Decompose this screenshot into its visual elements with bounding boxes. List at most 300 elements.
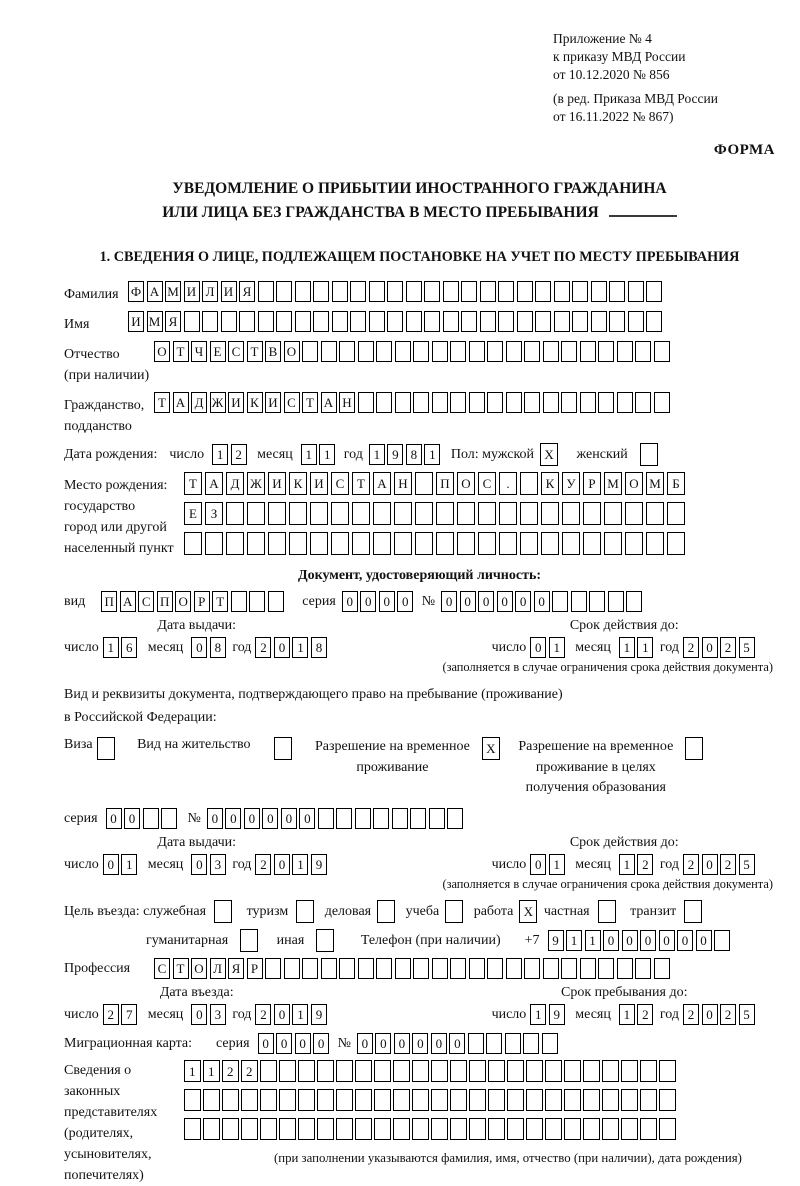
char-cell[interactable]: 0 (295, 1033, 311, 1054)
char-cell[interactable]: 0 (225, 808, 241, 829)
char-cell[interactable] (249, 591, 265, 612)
char-cell[interactable]: 1 (530, 1004, 546, 1025)
char-cell[interactable] (562, 532, 580, 555)
char-cell[interactable]: 0 (478, 591, 494, 612)
temp-residence-checkbox[interactable] (482, 737, 503, 760)
char-cell[interactable] (97, 737, 115, 760)
migration-series-input[interactable] (258, 1033, 332, 1054)
char-cell[interactable] (520, 472, 538, 495)
char-cell[interactable] (635, 392, 651, 413)
char-cell[interactable]: 2 (637, 854, 653, 875)
char-cell[interactable]: П (436, 472, 454, 495)
char-cell[interactable] (214, 900, 232, 923)
char-cell[interactable] (640, 443, 658, 466)
char-cell[interactable] (226, 502, 244, 525)
char-cell[interactable] (542, 1033, 558, 1054)
char-cell[interactable]: 1 (369, 444, 385, 465)
char-cell[interactable] (203, 1118, 220, 1140)
char-cell[interactable]: Я (228, 958, 244, 979)
char-cell[interactable] (591, 281, 607, 302)
char-cell[interactable] (317, 1118, 334, 1140)
char-cell[interactable] (562, 502, 580, 525)
char-cell[interactable] (412, 1089, 429, 1111)
char-cell[interactable]: О (284, 341, 300, 362)
char-cell[interactable] (310, 532, 328, 555)
char-cell[interactable]: М (646, 472, 664, 495)
char-cell[interactable]: К (541, 472, 559, 495)
char-cell[interactable] (143, 808, 159, 829)
char-cell[interactable] (184, 1089, 201, 1111)
char-cell[interactable] (395, 341, 411, 362)
char-cell[interactable] (268, 532, 286, 555)
char-cell[interactable] (564, 1060, 581, 1082)
char-cell[interactable]: К (289, 472, 307, 495)
char-cell[interactable]: 6 (121, 637, 137, 658)
char-cell[interactable] (541, 502, 559, 525)
char-cell[interactable]: Д (191, 392, 207, 413)
char-cell[interactable]: 1 (301, 444, 317, 465)
char-cell[interactable] (276, 311, 292, 332)
char-cell[interactable] (355, 1089, 372, 1111)
char-cell[interactable] (561, 958, 577, 979)
char-cell[interactable]: X (540, 443, 558, 466)
char-cell[interactable]: 0 (640, 930, 656, 951)
id-issue-day-input[interactable] (103, 637, 140, 658)
char-cell[interactable] (431, 1118, 448, 1140)
char-cell[interactable]: 7 (121, 1004, 137, 1025)
char-cell[interactable] (507, 1060, 524, 1082)
char-cell[interactable]: 0 (375, 1033, 391, 1054)
char-cell[interactable]: О (154, 341, 170, 362)
char-cell[interactable] (487, 392, 503, 413)
char-cell[interactable]: 0 (191, 1004, 207, 1025)
char-cell[interactable]: 0 (460, 591, 476, 612)
birthplace-input-row3[interactable] (184, 532, 688, 555)
char-cell[interactable] (604, 532, 622, 555)
char-cell[interactable] (608, 591, 624, 612)
char-cell[interactable]: Е (184, 502, 202, 525)
char-cell[interactable]: 1 (585, 930, 601, 951)
char-cell[interactable] (535, 281, 551, 302)
char-cell[interactable] (580, 341, 596, 362)
char-cell[interactable]: П (157, 591, 173, 612)
char-cell[interactable] (313, 311, 329, 332)
char-cell[interactable] (625, 532, 643, 555)
char-cell[interactable] (336, 1060, 353, 1082)
char-cell[interactable]: Т (154, 392, 170, 413)
char-cell[interactable]: 0 (274, 854, 290, 875)
char-cell[interactable]: Ч (191, 341, 207, 362)
char-cell[interactable] (524, 958, 540, 979)
char-cell[interactable] (583, 532, 601, 555)
char-cell[interactable]: 9 (549, 1004, 565, 1025)
purpose-humanitarian-checkbox[interactable] (240, 929, 261, 952)
char-cell[interactable] (336, 808, 352, 829)
char-cell[interactable] (373, 532, 391, 555)
char-cell[interactable] (561, 392, 577, 413)
char-cell[interactable] (443, 311, 459, 332)
char-cell[interactable]: 0 (379, 591, 395, 612)
char-cell[interactable]: 0 (530, 854, 546, 875)
char-cell[interactable] (321, 341, 337, 362)
char-cell[interactable]: О (457, 472, 475, 495)
char-cell[interactable] (461, 311, 477, 332)
char-cell[interactable]: А (120, 591, 136, 612)
char-cell[interactable]: . (499, 472, 517, 495)
char-cell[interactable] (564, 1118, 581, 1140)
char-cell[interactable] (268, 591, 284, 612)
char-cell[interactable] (469, 392, 485, 413)
char-cell[interactable]: И (228, 392, 244, 413)
char-cell[interactable]: И (310, 472, 328, 495)
char-cell[interactable] (316, 929, 334, 952)
char-cell[interactable]: Р (583, 472, 601, 495)
char-cell[interactable] (543, 958, 559, 979)
char-cell[interactable] (268, 502, 286, 525)
char-cell[interactable] (621, 1118, 638, 1140)
char-cell[interactable] (635, 341, 651, 362)
char-cell[interactable]: 2 (103, 1004, 119, 1025)
char-cell[interactable] (450, 1060, 467, 1082)
char-cell[interactable]: К (247, 392, 263, 413)
char-cell[interactable] (447, 808, 463, 829)
char-cell[interactable] (331, 532, 349, 555)
char-cell[interactable] (583, 502, 601, 525)
char-cell[interactable] (486, 1033, 502, 1054)
char-cell[interactable] (498, 281, 514, 302)
char-cell[interactable]: 2 (231, 444, 247, 465)
char-cell[interactable] (480, 281, 496, 302)
char-cell[interactable]: 0 (449, 1033, 465, 1054)
char-cell[interactable] (604, 502, 622, 525)
char-cell[interactable] (302, 341, 318, 362)
char-cell[interactable] (184, 532, 202, 555)
char-cell[interactable] (413, 341, 429, 362)
char-cell[interactable] (499, 532, 517, 555)
entry-day-input[interactable] (103, 1004, 140, 1025)
char-cell[interactable] (298, 1118, 315, 1140)
char-cell[interactable]: Т (352, 472, 370, 495)
char-cell[interactable] (373, 808, 389, 829)
char-cell[interactable]: Н (394, 472, 412, 495)
char-cell[interactable]: 1 (184, 1060, 201, 1082)
char-cell[interactable] (289, 502, 307, 525)
char-cell[interactable] (295, 281, 311, 302)
char-cell[interactable] (640, 1118, 657, 1140)
char-cell[interactable] (432, 958, 448, 979)
char-cell[interactable]: 1 (292, 1004, 308, 1025)
char-cell[interactable]: В (265, 341, 281, 362)
char-cell[interactable] (598, 958, 614, 979)
permit-exp-month-input[interactable] (619, 854, 656, 875)
char-cell[interactable] (646, 502, 664, 525)
char-cell[interactable] (589, 591, 605, 612)
char-cell[interactable] (203, 1089, 220, 1111)
stay-day-input[interactable] (530, 1004, 567, 1025)
char-cell[interactable]: Ж (247, 472, 265, 495)
char-cell[interactable] (457, 532, 475, 555)
stay-month-input[interactable] (619, 1004, 656, 1025)
char-cell[interactable] (350, 311, 366, 332)
char-cell[interactable] (429, 808, 445, 829)
char-cell[interactable]: О (191, 958, 207, 979)
char-cell[interactable] (617, 341, 633, 362)
char-cell[interactable] (376, 392, 392, 413)
char-cell[interactable]: Т (302, 392, 318, 413)
char-cell[interactable] (443, 281, 459, 302)
char-cell[interactable]: 0 (274, 637, 290, 658)
char-cell[interactable]: Я (239, 281, 255, 302)
char-cell[interactable]: Ж (210, 392, 226, 413)
char-cell[interactable]: М (604, 472, 622, 495)
char-cell[interactable]: Т (173, 958, 189, 979)
char-cell[interactable]: 0 (360, 591, 376, 612)
char-cell[interactable]: Е (210, 341, 226, 362)
char-cell[interactable]: М (147, 311, 163, 332)
char-cell[interactable]: 2 (222, 1060, 239, 1082)
char-cell[interactable] (377, 900, 395, 923)
char-cell[interactable] (432, 341, 448, 362)
char-cell[interactable] (526, 1060, 543, 1082)
char-cell[interactable]: 0 (412, 1033, 428, 1054)
char-cell[interactable] (583, 1089, 600, 1111)
id-exp-day-input[interactable] (530, 637, 567, 658)
char-cell[interactable] (450, 958, 466, 979)
char-cell[interactable]: А (147, 281, 163, 302)
char-cell[interactable]: С (154, 958, 170, 979)
char-cell[interactable] (602, 1089, 619, 1111)
id-type-input[interactable] (101, 591, 286, 612)
char-cell[interactable] (469, 341, 485, 362)
char-cell[interactable] (450, 1089, 467, 1111)
char-cell[interactable] (298, 1089, 315, 1111)
char-cell[interactable]: 8 (311, 637, 327, 658)
char-cell[interactable] (415, 472, 433, 495)
char-cell[interactable]: О (625, 472, 643, 495)
char-cell[interactable]: 2 (255, 1004, 271, 1025)
char-cell[interactable] (524, 341, 540, 362)
char-cell[interactable]: 5 (739, 1004, 755, 1025)
birth-day-input[interactable] (212, 444, 249, 465)
char-cell[interactable] (393, 1118, 410, 1140)
char-cell[interactable]: 0 (191, 637, 207, 658)
char-cell[interactable]: 2 (720, 637, 736, 658)
char-cell[interactable]: 2 (637, 1004, 653, 1025)
char-cell[interactable]: И (268, 472, 286, 495)
char-cell[interactable] (635, 958, 651, 979)
char-cell[interactable] (358, 392, 374, 413)
char-cell[interactable]: А (321, 392, 337, 413)
char-cell[interactable] (640, 1060, 657, 1082)
char-cell[interactable] (413, 958, 429, 979)
char-cell[interactable] (247, 502, 265, 525)
char-cell[interactable] (358, 958, 374, 979)
id-issue-year-input[interactable] (255, 637, 329, 658)
char-cell[interactable] (506, 958, 522, 979)
char-cell[interactable]: П (101, 591, 117, 612)
char-cell[interactable]: А (173, 392, 189, 413)
char-cell[interactable] (432, 392, 448, 413)
char-cell[interactable] (350, 281, 366, 302)
char-cell[interactable] (284, 958, 300, 979)
char-cell[interactable] (591, 311, 607, 332)
char-cell[interactable] (431, 1089, 448, 1111)
char-cell[interactable] (374, 1118, 391, 1140)
char-cell[interactable] (654, 958, 670, 979)
name-input[interactable] (128, 311, 665, 332)
char-cell[interactable]: 0 (397, 591, 413, 612)
char-cell[interactable] (424, 281, 440, 302)
char-cell[interactable]: И (128, 311, 144, 332)
char-cell[interactable] (184, 1118, 201, 1140)
char-cell[interactable] (376, 341, 392, 362)
char-cell[interactable] (598, 900, 616, 923)
char-cell[interactable] (239, 311, 255, 332)
surname-input[interactable] (128, 281, 665, 302)
char-cell[interactable]: И (184, 281, 200, 302)
migration-number-input[interactable] (357, 1033, 561, 1054)
char-cell[interactable] (431, 1060, 448, 1082)
char-cell[interactable] (296, 900, 314, 923)
id-exp-month-input[interactable] (619, 637, 656, 658)
char-cell[interactable] (564, 1089, 581, 1111)
char-cell[interactable] (222, 1089, 239, 1111)
char-cell[interactable]: 2 (683, 637, 699, 658)
char-cell[interactable] (469, 958, 485, 979)
char-cell[interactable]: X (519, 900, 537, 923)
char-cell[interactable] (161, 808, 177, 829)
guardians-input-row1[interactable] (184, 1060, 742, 1082)
char-cell[interactable]: 0 (276, 1033, 292, 1054)
char-cell[interactable] (358, 341, 374, 362)
char-cell[interactable] (526, 1089, 543, 1111)
char-cell[interactable] (352, 532, 370, 555)
char-cell[interactable]: С (138, 591, 154, 612)
char-cell[interactable] (602, 1060, 619, 1082)
char-cell[interactable]: 0 (299, 808, 315, 829)
char-cell[interactable] (469, 1118, 486, 1140)
char-cell[interactable] (646, 311, 662, 332)
char-cell[interactable] (654, 341, 670, 362)
char-cell[interactable] (524, 392, 540, 413)
char-cell[interactable] (480, 311, 496, 332)
char-cell[interactable] (554, 281, 570, 302)
char-cell[interactable] (369, 281, 385, 302)
permit-issue-day-input[interactable] (103, 854, 140, 875)
char-cell[interactable] (598, 392, 614, 413)
char-cell[interactable]: 1 (566, 930, 582, 951)
char-cell[interactable]: 3 (210, 1004, 226, 1025)
purpose-work-checkbox[interactable] (519, 900, 540, 923)
purpose-private-checkbox[interactable] (598, 900, 619, 923)
char-cell[interactable] (260, 1089, 277, 1111)
char-cell[interactable] (415, 532, 433, 555)
char-cell[interactable] (617, 392, 633, 413)
char-cell[interactable] (392, 808, 408, 829)
char-cell[interactable] (331, 502, 349, 525)
char-cell[interactable] (628, 311, 644, 332)
char-cell[interactable] (317, 1060, 334, 1082)
char-cell[interactable]: 1 (637, 637, 653, 658)
guardians-input-row3[interactable] (184, 1118, 742, 1140)
birth-year-input[interactable] (369, 444, 443, 465)
char-cell[interactable] (279, 1118, 296, 1140)
char-cell[interactable] (332, 281, 348, 302)
char-cell[interactable]: 2 (255, 854, 271, 875)
char-cell[interactable] (478, 532, 496, 555)
char-cell[interactable] (507, 1118, 524, 1140)
char-cell[interactable] (231, 591, 247, 612)
char-cell[interactable] (621, 1089, 638, 1111)
sex-female-checkbox[interactable] (640, 443, 661, 466)
char-cell[interactable]: Я (165, 311, 181, 332)
char-cell[interactable] (505, 1033, 521, 1054)
char-cell[interactable] (628, 281, 644, 302)
char-cell[interactable] (274, 737, 292, 760)
char-cell[interactable]: 2 (683, 1004, 699, 1025)
char-cell[interactable] (413, 392, 429, 413)
char-cell[interactable] (436, 532, 454, 555)
char-cell[interactable] (520, 502, 538, 525)
char-cell[interactable] (445, 900, 463, 923)
char-cell[interactable] (260, 1118, 277, 1140)
purpose-official-checkbox[interactable] (214, 900, 235, 923)
char-cell[interactable] (468, 1033, 484, 1054)
char-cell[interactable] (415, 502, 433, 525)
char-cell[interactable] (499, 502, 517, 525)
char-cell[interactable]: 1 (619, 1004, 635, 1025)
citizenship-input[interactable] (154, 392, 672, 413)
char-cell[interactable]: О (175, 591, 191, 612)
char-cell[interactable] (520, 532, 538, 555)
char-cell[interactable] (545, 1060, 562, 1082)
char-cell[interactable]: С (478, 472, 496, 495)
char-cell[interactable] (469, 1089, 486, 1111)
char-cell[interactable]: Р (194, 591, 210, 612)
id-issue-month-input[interactable] (191, 637, 228, 658)
char-cell[interactable] (302, 958, 318, 979)
char-cell[interactable]: 9 (548, 930, 564, 951)
char-cell[interactable] (450, 341, 466, 362)
char-cell[interactable]: 8 (210, 637, 226, 658)
char-cell[interactable] (393, 1089, 410, 1111)
char-cell[interactable] (373, 502, 391, 525)
char-cell[interactable]: А (205, 472, 223, 495)
patronymic-input[interactable] (154, 341, 672, 362)
char-cell[interactable] (394, 532, 412, 555)
char-cell[interactable] (247, 532, 265, 555)
char-cell[interactable] (583, 1118, 600, 1140)
char-cell[interactable]: 1 (619, 637, 635, 658)
permit-number-input[interactable] (207, 808, 466, 829)
char-cell[interactable] (684, 900, 702, 923)
char-cell[interactable]: 0 (274, 1004, 290, 1025)
char-cell[interactable]: 1 (292, 854, 308, 875)
entry-month-input[interactable] (191, 1004, 228, 1025)
char-cell[interactable]: 0 (702, 854, 718, 875)
char-cell[interactable]: С (284, 392, 300, 413)
char-cell[interactable]: 5 (739, 637, 755, 658)
char-cell[interactable] (450, 392, 466, 413)
char-cell[interactable]: 2 (683, 854, 699, 875)
char-cell[interactable] (488, 1118, 505, 1140)
temp-residence-edu-checkbox[interactable] (685, 737, 706, 760)
char-cell[interactable] (222, 1118, 239, 1140)
char-cell[interactable]: 1 (549, 854, 565, 875)
permit-issue-year-input[interactable] (255, 854, 329, 875)
char-cell[interactable] (321, 958, 337, 979)
char-cell[interactable] (488, 1060, 505, 1082)
